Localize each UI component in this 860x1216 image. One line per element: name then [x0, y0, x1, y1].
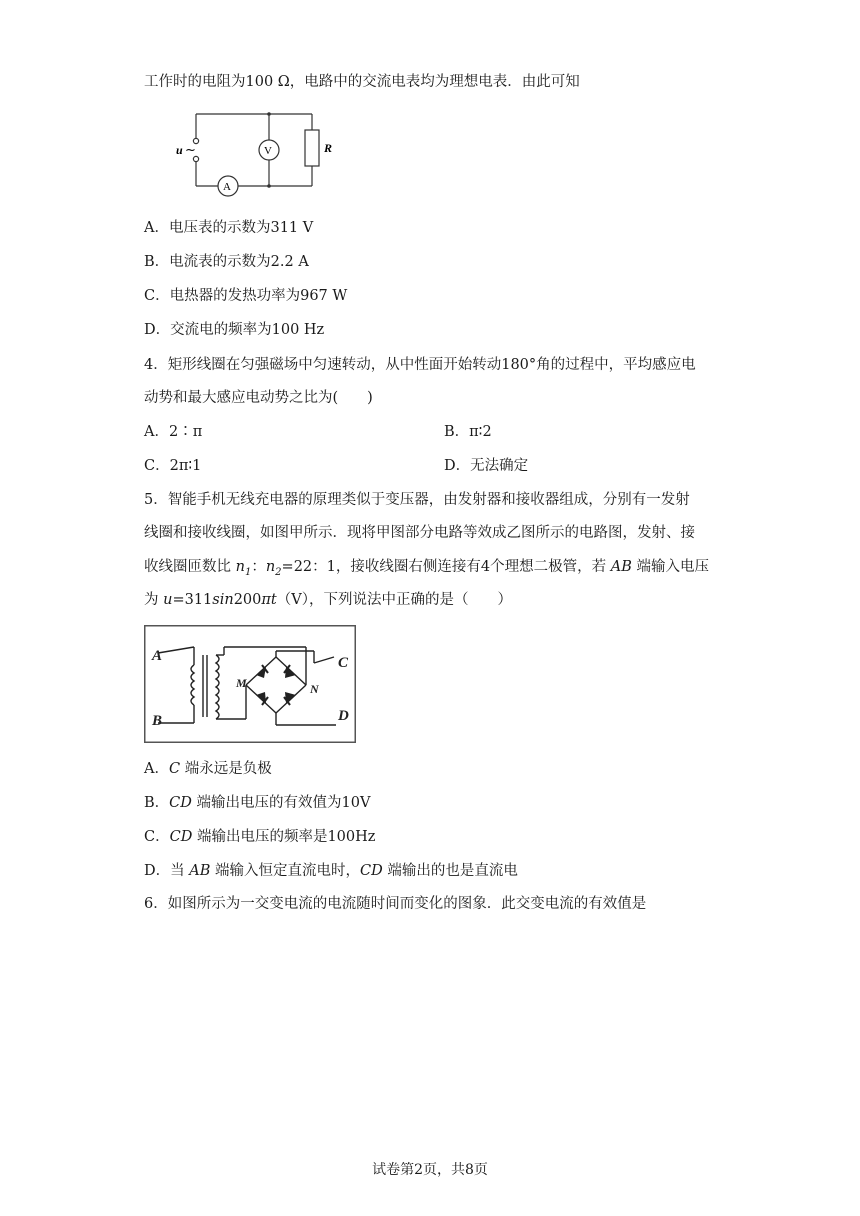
terminal-c-label: C [338, 655, 349, 671]
q4-stem-line2: 动势和最大感应电动势之比为( ) [144, 390, 373, 406]
q4-option-a: A．2∶π [144, 424, 203, 440]
terminal-d-label: D [338, 708, 349, 724]
node-n-label: N [310, 682, 319, 696]
q5-option-d: D．当 AB 端输入恒定直流电时，CD 端输出的也是直流电 [144, 863, 518, 879]
resistor-label: R [324, 141, 332, 155]
node-m-label: M [236, 676, 247, 690]
q4-stem-line1: 4．矩形线圈在匀强磁场中匀速转动，从中性面开始转动180°角的过程中，平均感应电 [144, 357, 696, 373]
q3-option-b: B．电流表的示数为2.2 A [144, 254, 309, 270]
voltmeter-label: V [264, 145, 272, 157]
q3-option-d: D．交流电的频率为100 Hz [144, 322, 325, 338]
q6-stem: 6．如图所示为一交变电流的电流随时间而变化的图象．此交变电流的有效值是 [144, 896, 647, 912]
q5-stem-line1: 5．智能手机无线充电器的原理类似于变压器，由发射器和接收器组成，分别有一发射 [144, 492, 690, 508]
q5-stem-line2: 线圈和接收线圈，如图甲所示．现将甲图部分电路等效成乙图所示的电路图，发射、接 [144, 525, 695, 541]
q4-option-d: D．无法确定 [444, 458, 529, 474]
terminal-b-label: B [152, 713, 163, 729]
source-u-label: u [176, 143, 183, 157]
q5-stem-line3: 收线圈匝数比 $n_1$：$n_2=22$：1，接收线圈右侧连接有4个理想二极管，若 AB 端输入电压 [144, 559, 709, 578]
source-tilde-label: ~ [185, 143, 196, 158]
page-footer: 试卷第2页，共8页 [372, 1162, 488, 1178]
q5-stem-line4: 为 u=311sin200πt（V），下列说法中正确的是（ ） [144, 592, 512, 608]
q4-option-b: B．π∶2 [444, 424, 492, 440]
ammeter-label: A [223, 181, 231, 193]
q5-option-a: A．C 端永远是负极 [144, 761, 272, 777]
intro-text: 工作时的电阻为100 Ω，电路中的交流电表均为理想电表．由此可知 [144, 74, 580, 90]
terminal-a-label: A [152, 648, 163, 664]
rectifier-circuit-diagram [144, 625, 356, 743]
q5-option-b: B．CD 端输出电压的有效值为10V [144, 795, 371, 811]
q4-option-c: C．2π∶1 [144, 458, 202, 474]
q3-option-a: A．电压表的示数为311 V [144, 220, 314, 236]
q5-option-c: C．CD 端输出电压的频率是100Hz [144, 829, 376, 845]
circuit-diagram-q3 [172, 108, 332, 200]
q3-option-c: C．电热器的发热功率为967 W [144, 288, 348, 304]
